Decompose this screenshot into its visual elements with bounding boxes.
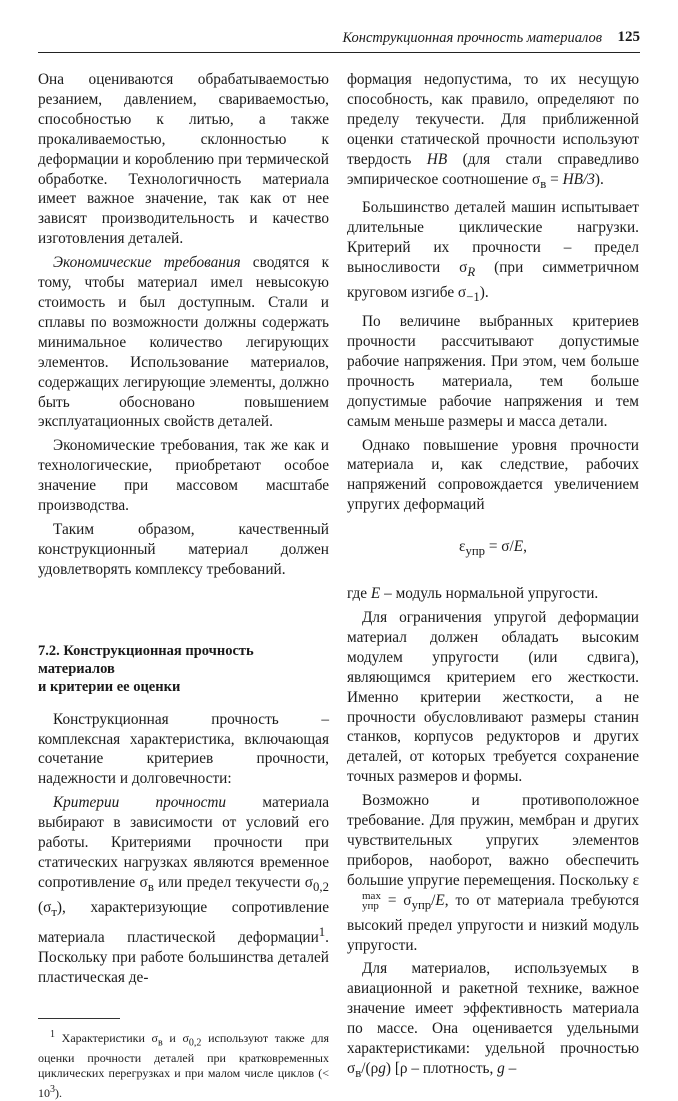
- paragraph-elastic-deformation: Однако повышение уровня прочности материала и, как следствие, рабочих напряжений сопровождается увеличением упругих деформаций: [347, 436, 639, 514]
- footnote: $^1$ Характеристики $\sigma_в$ и $\sigma_{0,2}$ используют также для оценки прочности деталей при кратковременных циклических перегрузках и при малом числе циклов (< $10^3$).: [38, 1028, 329, 1100]
- paragraph-technological: Она оцениваются обрабатываемостью резанием, давлением, свариваемостью, способностью к литью, а также прокаливаемостью, склонностью к деформации и короблению при термической обработке. Технологичность материала имеет важное значение, так как от нее зависят производительность и качество изготовления деталей.: [38, 71, 329, 248]
- paragraph-yield-hardness: формация недопустима, то их несущую способность, как правило, определяют по пределу текучести. Для приближенной оценки статической прочности используют твердость HB (для стали справедливо эмпирическое соотношение $\sigma_в = HB/3$).: [347, 71, 639, 191]
- paragraph-structural-strength: Конструкционная прочность – комплексная характеристика, включающая сочетание критериев прочности, надежности и долговечности:: [38, 710, 329, 788]
- page-number: 125: [617, 29, 640, 45]
- footnote-ref: 1: [318, 924, 326, 939]
- paragraph-conclusion: Таким образом, качественный конструкционный материал должен удовлетворять комплексу требований.: [38, 520, 329, 578]
- paragraph-strength-criteria: Критерии прочности материала выбирают в зависимости от условий его работы. Критериями прочности при статических нагрузках являются временное сопротивление $\sigma_в$ или предел текучести $\sigma_{0,2}$ $(\sigma_т)$, характеризующие сопротивление материала пластической деформации$^1$. Поскольку при работе большинства деталей пластическая де-: [38, 794, 329, 986]
- section-heading: 7.2. Конструкционная прочность материалов и критерии ее оценки: [38, 642, 254, 695]
- running-header: [38, 26, 640, 53]
- running-title: Конструкционная прочность материалов: [342, 30, 602, 46]
- paragraph-opposite-requirement: Возможно и противоположное требование. Для пружин, мембран и других чувствительных упругих элементов приборов, наоборот, важно обеспечить большие упругие перемещения. Поскольку ε max упр = $\sigma_{упр}/E$, то от материала требуются высокий предел упругости и низкий модуль упругости.: [347, 792, 639, 954]
- paragraph-economic-mass: Экономические требования, так же как и технологические, приобретают особое значение при массовом масштабе производства.: [38, 437, 329, 515]
- paragraph-modulus-definition: где E – модуль нормальной упругости.: [347, 585, 599, 603]
- term-strength-criteria: Критерии прочности: [53, 794, 227, 812]
- paragraph-allowable-stress: По величине выбранных критериев прочности рассчитывают допустимые рабочие напряжения. При этом, чем больше прочность материала, тем больше допустимые рабочие напряжения и тем самым меньше размеры и масса детали.: [347, 313, 639, 430]
- paragraph-economic: Экономические требования сводятся к тому, чтобы материал имел невысокую стоимость и был доступным. Стали и сплавы по возможности должны содержать минимальное количество легирующих элементов. Использование материалов, содержащих легирующие элементы, должно быть обосновано повышением эксплуатационных свойств деталей.: [38, 254, 329, 431]
- paragraph-stiffness: Для ограничения упругой деформации материал должен обладать высоким модулем упругости (или сдвига), являющимся критерием его жесткости. Именно критерии жесткости, а не прочности обусловливают размеры станин станков, корпусов редукторов и других деталей, от которых требуется сохранение точных размеров и формы.: [347, 609, 639, 786]
- right-column: [347, 70, 639, 1088]
- term-economic-requirements: Экономические требования: [53, 254, 241, 272]
- paragraph-specific-strength: Для материалов, используемых в авиационной и ракетной технике, важное значение имеет эффективность материала по массе. Она оценивается удельными характеристиками: удельной прочностью $\sigma_в/(\rho g)$ [ρ – плотность, g –: [347, 960, 639, 1081]
- footnote-divider: [38, 1018, 120, 1019]
- paragraph-cyclic-loads: Большинство деталей машин испытывает длительные циклические нагрузки. Критерий их прочности – предел выносливости $\sigma_R$ (при симметричном круговом изгибе $\sigma_{-1}$).: [347, 199, 639, 305]
- left-column: [38, 70, 329, 1101]
- formula-elastic-strain: $\varepsilon_{упр} = \sigma/E$,: [459, 538, 527, 559]
